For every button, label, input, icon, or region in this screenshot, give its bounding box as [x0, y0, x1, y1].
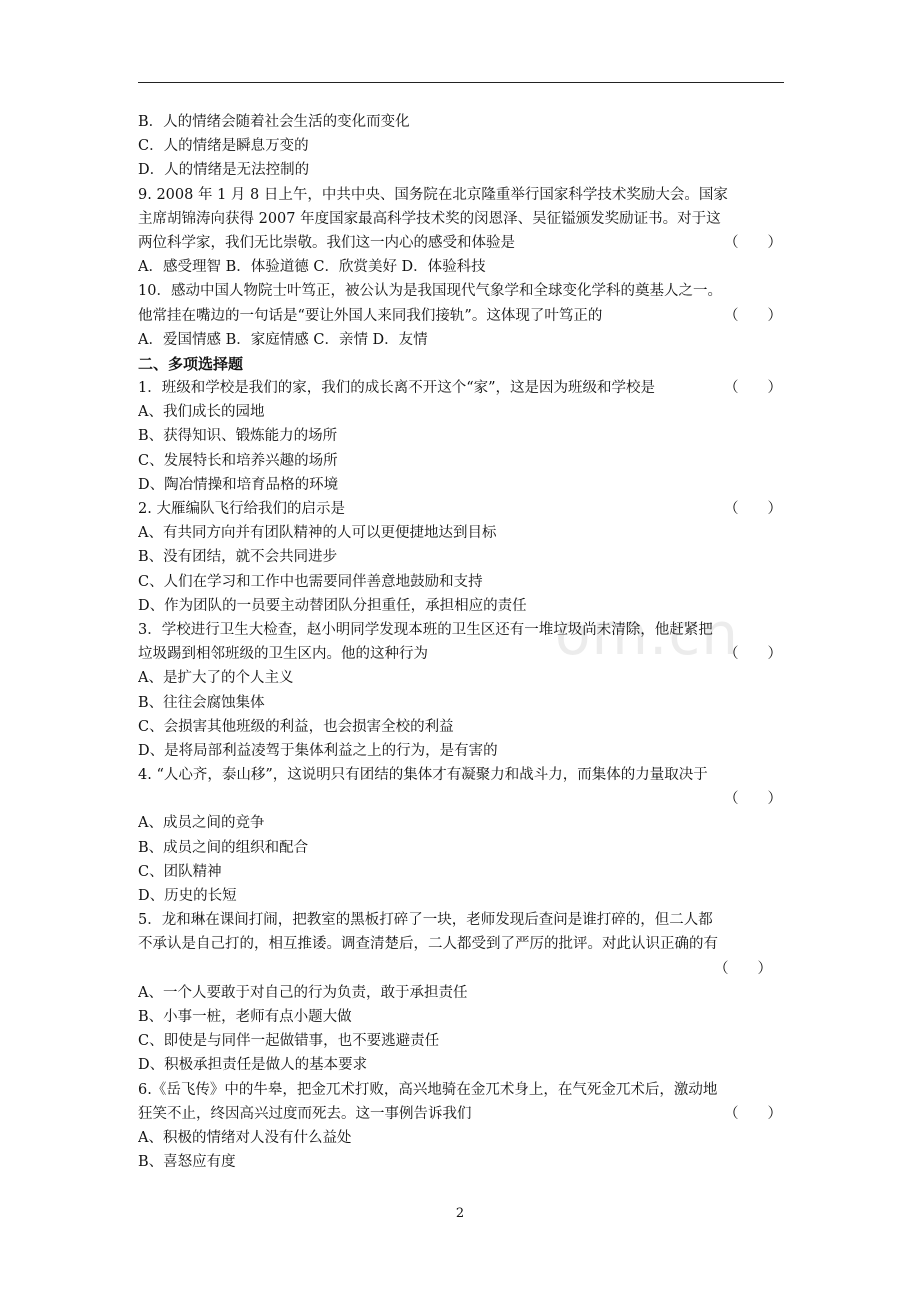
text-line	[138, 521, 784, 545]
text-line	[138, 183, 784, 207]
line-text: B、往往会腐蚀集体	[138, 694, 265, 711]
line-text: 2. 大雁编队飞行给我们的启示是	[138, 501, 345, 517]
line-text: A、有共同方向并有团队精神的人可以更便捷地达到目标	[138, 525, 497, 542]
text-line	[138, 570, 784, 594]
line-text: A、是扩大了的个人主义	[138, 670, 294, 687]
text-line	[138, 545, 784, 569]
text-line	[138, 1029, 784, 1053]
line-text: 他常挂在嘴边的一句话是“要让外国人来同我们接轨”。这体现了叶笃正的	[138, 307, 603, 324]
line-text: B、喜怒应有度	[138, 1154, 236, 1171]
line-text: 10．感动中国人物院士叶笃正，被公认为是我国现代气象学和全球变化学科的奠基人之一。	[138, 283, 722, 300]
header-rule	[138, 82, 784, 83]
text-line	[138, 158, 784, 182]
text-line	[138, 957, 784, 981]
line-text: D、积极承担责任是做人的基本要求	[138, 1057, 368, 1074]
text-line	[138, 304, 784, 328]
answer-blank: （ ）	[724, 791, 782, 808]
line-text: C、人们在学习和工作中也需要同伴善意地鼓励和支持	[138, 573, 483, 590]
answer-blank: （ ）	[724, 234, 782, 251]
text-line	[138, 231, 784, 255]
line-text: C、发展特长和培养兴趣的场所	[138, 452, 338, 469]
text-line	[138, 400, 784, 424]
line-text: C、会损害其他班级的利益，也会损害全校的利益	[138, 718, 454, 735]
text-line	[138, 1102, 784, 1126]
line-text: 两位科学家，我们无比崇敬。我们这一内心的感受和体验是	[138, 234, 515, 251]
text-line	[138, 1005, 784, 1029]
page-number: 2	[455, 1206, 465, 1221]
answer-blank: （ ）	[724, 501, 782, 517]
line-text: 6.《岳飞传》中的牛皋，把金兀术打败，高兴地骑在金兀术身上，在气死金兀术后，激动地	[138, 1081, 718, 1098]
line-text: B、小事一桩，老师有点小题大做	[138, 1008, 352, 1025]
line-text: B．人的情绪会随着社会生活的变化而变化	[138, 114, 410, 130]
text-line	[138, 908, 784, 932]
line-text: C．人的情绪是瞬息万变的	[138, 138, 309, 155]
text-line	[138, 739, 784, 763]
text-line	[138, 424, 784, 448]
text-line	[138, 449, 784, 473]
text-line	[138, 110, 784, 134]
line-text: 5．龙和琳在课间打闹，把教室的黑板打碎了一块，老师发现后查问是谁打碎的，但二人都	[138, 912, 713, 929]
line-text: B、没有团结，就不会共同进步	[138, 549, 338, 566]
answer-blank: （ ）	[714, 960, 772, 977]
line-text: A、一个人要敢于对自己的行为负责，敢于承担责任	[138, 984, 468, 1001]
line-text: 1．班级和学校是我们的家，我们的成长离不开这个“家”，这是因为班级和学校是	[138, 380, 656, 397]
text-line	[138, 1126, 784, 1150]
line-text: C、团队精神	[138, 863, 222, 880]
text-line	[138, 207, 784, 231]
text-line	[138, 279, 784, 303]
line-text: 垃圾踢到相邻班级的卫生区内。他的这种行为	[138, 646, 428, 663]
line-text: 狂笑不止，终因高兴过度而死去。这一事例告诉我们	[138, 1105, 472, 1122]
text-line	[138, 497, 784, 521]
line-text: A、我们成长的园地	[138, 404, 265, 421]
text-line	[138, 1078, 784, 1102]
line-text: D、作为团队的一员要主动替团队分担重任，承担相应的责任	[138, 597, 527, 614]
section-heading	[138, 352, 784, 376]
line-text: 4. “人心齐，泰山移”，这说明只有团结的集体才有凝聚力和战斗力，而集体的力量取决于	[138, 767, 708, 784]
line-text: D．人的情绪是无法控制的	[138, 162, 310, 179]
line-text: D、历史的长短	[138, 888, 237, 904]
line-text: A、积极的情绪对人没有什么益处	[138, 1129, 352, 1146]
line-text: C、即使是与同伴一起做错事，也不要逃避责任	[138, 1033, 440, 1050]
line-text: 9. 2008 年 1 月 8 日上午，中共中央、国务院在北京隆重举行国家科学技术奖励大会。国家	[138, 186, 728, 203]
answer-blank: （ ）	[724, 1105, 782, 1122]
text-line	[138, 884, 784, 908]
line-text: A．爱国情感 B．家庭情感 C．亲情 D．友情	[138, 331, 428, 348]
text-line	[138, 811, 784, 835]
text-line	[138, 787, 784, 811]
watermark: om.cn	[555, 600, 740, 668]
text-line	[138, 666, 784, 690]
text-line	[138, 376, 784, 400]
line-text: A、成员之间的竞争	[138, 815, 265, 832]
text-line	[138, 715, 784, 739]
line-text: B、获得知识、锻炼能力的场所	[138, 428, 338, 445]
text-line	[138, 932, 784, 956]
line-text: 主席胡锦涛向获得 2007 年度国家最高科学技术奖的闵恩泽、吴征镒颁发奖励证书。对于这	[138, 210, 721, 227]
text-line	[138, 618, 784, 642]
line-text: B、成员之间的组织和配合	[138, 839, 309, 856]
text-line	[138, 134, 784, 158]
text-line	[138, 473, 784, 497]
text-line	[138, 691, 784, 715]
text-line	[138, 1053, 784, 1077]
answer-blank: （ ）	[724, 380, 782, 397]
line-text: 3．学校进行卫生大检查，赵小明同学发现本班的卫生区还有一堆垃圾尚未清除，他赶紧把	[138, 621, 713, 638]
text-line	[138, 642, 784, 666]
line-text: D、陶冶情操和培育品格的环境	[138, 476, 339, 493]
line-text: 二、多项选择题	[138, 354, 244, 373]
answer-blank: （ ）	[724, 646, 782, 663]
text-line	[138, 836, 784, 860]
text-line	[138, 255, 784, 279]
text-line	[138, 1150, 784, 1174]
text-line	[138, 594, 784, 618]
text-line	[138, 763, 784, 787]
text-line	[138, 328, 784, 352]
text-line	[138, 860, 784, 884]
text-line	[138, 981, 784, 1005]
answer-blank: （ ）	[724, 307, 782, 324]
line-text: D、是将局部利益凌驾于集体利益之上的行为，是有害的	[138, 742, 498, 759]
line-text: A．感受理智 B．体验道德 C．欣赏美好 D．体验科技	[138, 259, 486, 276]
line-text: 不承认是自己打的，相互推诿。调查清楚后，二人都受到了严厉的批评。对此认识正确的有	[138, 936, 718, 953]
document-body	[138, 110, 784, 1174]
